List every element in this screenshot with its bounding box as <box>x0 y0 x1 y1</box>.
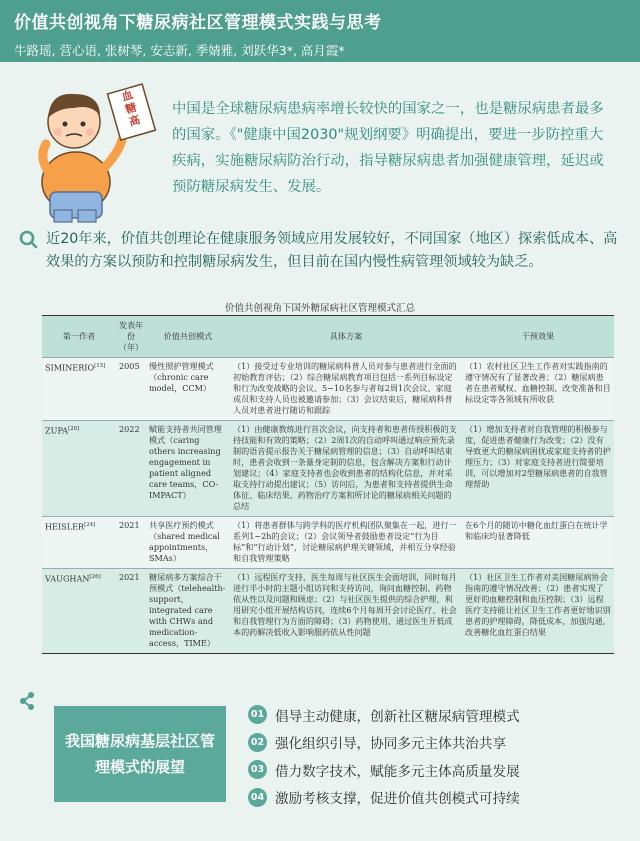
header-author: 第一作者 <box>62 331 96 341</box>
sign-label: 血糖高 <box>120 88 142 129</box>
background-paragraph: 近20年来，价值共创理论在健康服务领域应用发展较好，不同国家（地区）探索低成本、高效果的方案以预防和控制糖尿病发生，但目前在国内慢性病管理领域较为缺乏。 <box>46 231 618 270</box>
outlook-points <box>248 701 628 811</box>
list-item <box>248 701 628 728</box>
point-text: 激励考核支撑，促进价值共创模式可持续 <box>275 791 520 807</box>
header-banner <box>0 0 640 62</box>
intro-paragraph: 中国是全球糖尿病患病率增长较快的国家之一，也是糖尿病患者最多的国家。《"健康中国2030"规划纲要》明确提出，要进一步防控重大疾病，实施糖尿病防治行动，指导糖尿病患者加强健康管理，延迟或预防糖尿病发生、发展。 <box>172 101 604 195</box>
point-text: 借力数字技术，赋能多元主体高质量发展 <box>275 763 520 780</box>
cell-effect: （1）增加支持者对自我管理的积极参与度，促进患者健康行为改变；（2）没有导致更大的糖尿病困扰或家庭支持者的护理压力；（3）对家庭支持者进行简要培训，可以增加对2型糖尿病患者的自我管理帮助 <box>462 421 614 517</box>
cell-author: VAUGHAN[26] <box>42 569 116 654</box>
outlook-title-box: 我国糖尿病基层社区管理模式的展望 <box>54 706 226 802</box>
list-item <box>248 784 628 811</box>
cell-plan: （1）接受过专业培训的糖尿病科普人员对参与患者进行全面的初始教育评估；（2）综合糖尿病教育项目包括一系列目标设定和行为改变战略的会议、5~10名参与者每2周1次会议、家庭成员和支持人员也被邀请参加；（3）会议结束后，糖尿病科普人员对患者进行随访和跟踪 <box>230 358 462 421</box>
point-text: 倡导主动健康，创新社区糖尿病管理模式 <box>275 708 520 725</box>
cell-plan: （1）远程医疗支持，医生每周与社区医生会面培训，同时每月进行半小时的主题小组访问和支持访问，询问血糖控制、药物依从性以及问题和顾虑；（2）与社区医生提供的综合护理，利用研究小组开展结构访问，连续6个月每周开会讨论医疗、社会和自我管理行为方面的障碍；（3）药物使用，通过医生开低成本的药解决低收入影响服药依从性问题 <box>230 569 462 654</box>
table-caption: 价值共创视角下国外糖尿病社区管理模式汇总 <box>224 303 415 314</box>
cell-plan: （1）将患者群体与跨学科的医疗机构团队聚集在一起，进行一系列1~2h的会议；（2）会议领导者鼓励患者设定“行为目标”和“行动计划”，讨论糖尿病护理关键领域，并相互分享经验和自我管理策略 <box>230 517 462 569</box>
point-number-badge: 01 <box>248 705 267 724</box>
share-icon <box>18 691 36 711</box>
page-title: 价值共创视角下糖尿病社区管理模式实践与思考 <box>14 13 382 33</box>
summary-table <box>42 315 614 654</box>
cell-author: ZUPA[20] <box>42 421 116 517</box>
cell-mode: 赋能支持者共同管理模式（caring others increasing engagement in patient aligned care teams，CO-IMPACT） <box>146 421 230 517</box>
point-number-badge: 04 <box>248 788 267 807</box>
point-number-badge: 03 <box>248 760 267 779</box>
cell-effect: 在6个月的随访中糖化血红蛋白在统计学和临床均显著降低 <box>462 517 614 569</box>
header-year: 发表年份（年） <box>118 320 144 352</box>
cell-year: 2021 <box>116 517 146 569</box>
cell-mode: 慢性照护管理模式（chronic care model，CCM） <box>146 358 230 421</box>
worried-person-illustration <box>14 74 164 224</box>
cell-effect: （1）农村社区卫生工作者对实践指南的遵守情况有了显著改善；（2）糖尿病患者在患者赋权、血糖控制、改变准备和目标设定等各领域有所收获 <box>462 358 614 421</box>
cell-year: 2021 <box>116 569 146 654</box>
cell-mode: 共享医疗预约模式（shared medical appointments，SMAs） <box>146 517 230 569</box>
search-icon <box>18 229 38 249</box>
cell-effect: （1）社区卫生工作者对美国糖尿病协会指南的遵守情况改善；（2）患者实现了更好的血糖控制和血压控制；（3）远程医疗支持能让社区卫生工作者更好地识别患者的护理障碍，降低成本，加强沟通，改善糖化血红蛋白结果 <box>462 569 614 654</box>
point-text: 强化组织引导，协同多元主体共治共享 <box>275 736 507 752</box>
list-item <box>248 756 628 783</box>
cell-mode: 糖尿病多方案综合干预模式（telehealth-support，integrated care with CHWs and medication-access，TIME） <box>146 569 230 654</box>
table-row <box>42 421 614 517</box>
header-effect: 干预效果 <box>521 331 555 341</box>
cell-year: 2005 <box>116 358 146 421</box>
table-row <box>42 358 614 421</box>
cell-plan: （1）由健康教练进行首次会议，向支持者和患者传授积极的支持技能和有效的策略；（2）2周1次的自动呼叫通过响应预先录制的语音提示报告关于糖尿病管理的信息；（3）自动呼叫结束时，患者会收到一条量身定制的信息，包含解决方案和行动计划建议；（4）家庭支持者也会收到患者的结构化信息，并对采取支持行动提出建议；（5）访问后，为患者和支持者提供生命体征、临床结果、药物治疗方案和所讨论的糖尿病相关问题的总结 <box>230 421 462 517</box>
author-list: 牛路瑶, 营心语, 张树琴, 安志新, 季婧雅, 刘跃华3*, 高月霞* <box>14 43 345 58</box>
cell-author: SIMINERIO[15] <box>42 358 116 421</box>
header-plan: 具体方案 <box>329 331 363 341</box>
table-row <box>42 569 614 654</box>
list-item <box>248 729 628 756</box>
cell-year: 2022 <box>116 421 146 517</box>
point-number-badge: 02 <box>248 733 267 752</box>
header-mode: 价值共创模式 <box>163 331 213 341</box>
table-header-row <box>42 316 614 358</box>
cell-author: HEISLER[24] <box>42 517 116 569</box>
table-row <box>42 517 614 569</box>
